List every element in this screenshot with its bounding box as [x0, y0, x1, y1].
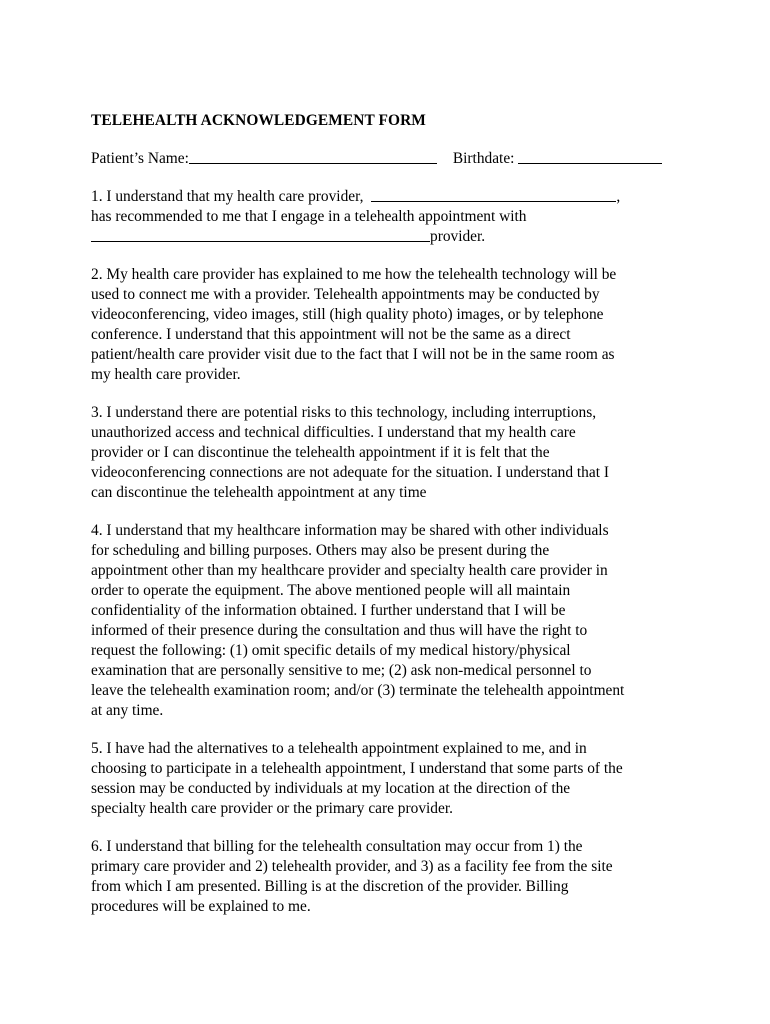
paragraph-line: patient/health care provider visit due to the fact that I will not be in the same room as [91, 346, 615, 363]
paragraph-line: session may be conducted by individuals at my location at the direction of the [91, 780, 571, 797]
paragraph-line: unauthorized access and technical difficulties. I understand that my health care [91, 424, 576, 441]
paragraph-line: can discontinue the telehealth appointment at any time [91, 484, 427, 501]
patient-info-row [91, 149, 681, 169]
paragraph-line: videoconferencing connections are not adequate for the situation. I understand that I [91, 464, 609, 481]
paragraph-6 [91, 837, 681, 917]
paragraph-line: procedures will be explained to me. [91, 898, 311, 915]
paragraph-line: 3. I understand there are potential risks to this technology, including interruptions, [91, 404, 597, 421]
paragraph-line: confidentiality of the information obtained. I further understand that I will be [91, 602, 566, 619]
paragraph-1-text-a: 1. I understand that my health care provider, [91, 188, 364, 205]
paragraph-4 [91, 521, 681, 721]
paragraph-line: request the following: (1) omit specific details of my medical history/physical [91, 642, 571, 659]
paragraph-line: 4. I understand that my healthcare information may be shared with other individuals [91, 522, 609, 539]
paragraph-line: videoconferencing, video images, still (high quality photo) images, or by telephone [91, 306, 604, 323]
paragraph-line: at any time. [91, 702, 164, 719]
paragraph-line: specialty health care provider or the primary care provider. [91, 800, 453, 817]
paragraph-5 [91, 739, 681, 819]
paragraph-line: for scheduling and billing purposes. Others may also be present during the [91, 542, 550, 559]
telehealth-provider-field[interactable] [91, 227, 430, 242]
paragraph-line: 6. I understand that billing for the telehealth consultation may occur from 1) the [91, 838, 583, 855]
paragraph-1-text-c: provider. [430, 228, 486, 245]
paragraph-3 [91, 403, 681, 503]
paragraph-line: has recommended to me that I engage in a telehealth appointment with [91, 208, 527, 225]
paragraph-line: order to operate the equipment. The above mentioned people will all maintain [91, 582, 571, 599]
health-care-provider-field[interactable] [371, 187, 616, 202]
paragraph-line: 5. I have had the alternatives to a telehealth appointment explained to me, and in [91, 740, 587, 757]
patient-name-field[interactable] [189, 149, 437, 164]
paragraph-line: informed of their presence during the consultation and thus will have the right to [91, 622, 588, 639]
birthdate-field[interactable] [518, 149, 662, 164]
paragraph-line: 1. I understand that my health care provider, , [91, 188, 621, 205]
paragraph-line: 2. My health care provider has explained to me how the telehealth technology will be [91, 266, 617, 283]
paragraph-line: provider or I can discontinue the telehealth appointment if it is felt that the [91, 444, 550, 461]
paragraph-2 [91, 265, 681, 385]
patient-name-label: Patient’s Name: [91, 150, 189, 167]
paragraph-1 [91, 187, 681, 247]
paragraph-line: appointment other than my healthcare provider and specialty health care provider in [91, 562, 608, 579]
paragraph-line: conference. I understand that this appointment will not be the same as a direct [91, 326, 571, 343]
paragraph-line: choosing to participate in a telehealth appointment, I understand that some parts of the [91, 760, 623, 777]
paragraph-line: used to connect me with a provider. Telehealth appointments may be conducted by [91, 286, 600, 303]
paragraph-line: examination that are personally sensitive to me; (2) ask non-medical personnel to [91, 662, 592, 679]
birthdate-label: Birthdate: [452, 150, 515, 167]
document-page [91, 111, 681, 935]
paragraph-line: from which I am presented. Billing is at the discretion of the provider. Billing [91, 878, 569, 895]
form-title: TELEHEALTH ACKNOWLEDGEMENT FORM [91, 112, 426, 129]
paragraph-line: my health care provider. [91, 366, 241, 383]
paragraph-line: primary care provider and 2) telehealth provider, and 3) as a facility fee from the site [91, 858, 613, 875]
paragraph-line: leave the telehealth examination room; and/or (3) terminate the telehealth appointment [91, 682, 625, 699]
paragraph-line [91, 227, 681, 247]
